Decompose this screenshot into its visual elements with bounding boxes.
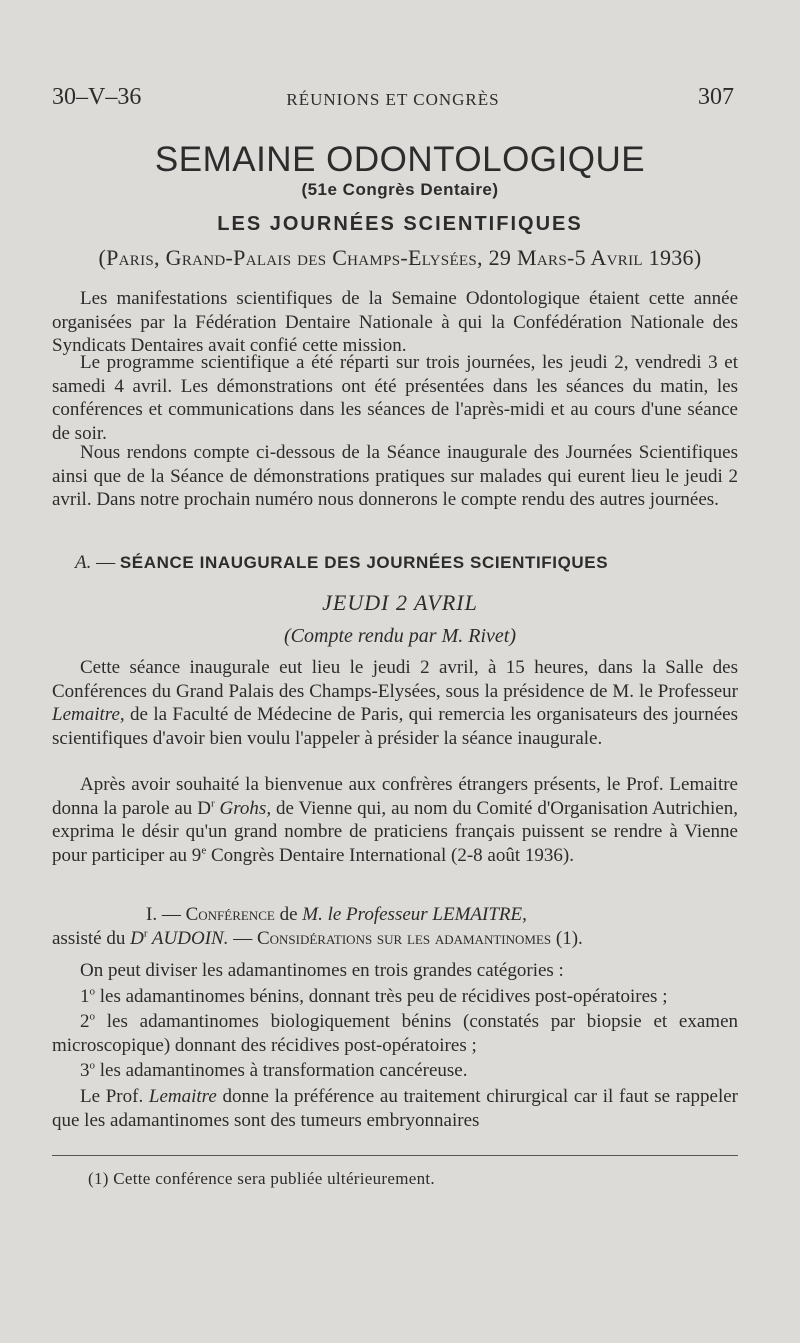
closing-paragraph	[52, 1085, 738, 1132]
conference-line-1	[52, 903, 738, 927]
text-run: Cette séance inaugurale eut lieu le jeudi 2 avril, à 15 heures, dans la Salle des Conférences du Grand Palais des Champs-Elysées, sous la présidence de M. le Professeur	[52, 657, 738, 702]
paragraph-text: Les manifestations scientifiques de la Semaine Odontologique étaient cette année organisées par la Fédération Dentaire Nationale à qui la Confédération Nationale des Syndicats Dentaires avait confié cette mission.	[52, 288, 738, 357]
person-name: Grohs,	[214, 797, 272, 819]
paragraph-text: Le programme scientifique a été réparti sur trois journées, les jeudi 2, vendredi 3 et samedi 4 avril. Les démonstrations ont été présentées dans les séances du matin, les conférences et communications dans les séances de l'après-midi et au cours d'une séance de soir.	[52, 352, 738, 444]
conference-number: I. —	[146, 904, 186, 925]
issue-date: 30–V–36	[52, 84, 142, 110]
speaker-name: M. le Professeur LEMAITRE,	[302, 904, 527, 925]
conference-label: Conférence	[185, 904, 275, 925]
session-paragraph-2	[52, 773, 738, 867]
intro-paragraph-1	[52, 287, 738, 358]
item-number: 2	[80, 1011, 90, 1033]
superscript: o	[89, 1060, 95, 1073]
text-run: assisté du	[52, 928, 131, 949]
superscript: o	[89, 985, 95, 998]
running-head	[52, 84, 734, 114]
footnote: (1) Cette conférence sera publiée ultérieurement.	[88, 1169, 435, 1188]
superscript: r	[143, 927, 148, 940]
paragraph-text	[52, 656, 738, 750]
section-letter: A.	[75, 552, 92, 573]
text-run: Après avoir souhaité la bienvenue aux confrères étrangers présents, le Prof. Lemaitre donna la parole au D	[52, 774, 738, 819]
text-run: de la Faculté de Médecine de Paris, qui remercia les organisateurs des journées scientifiques d'avoir bien voulu l'appeler à présider la séance inaugurale.	[52, 704, 738, 749]
report-author: (Compte rendu par M. Rivet)	[284, 625, 516, 647]
section-a-heading	[75, 552, 608, 574]
section-name: RÉUNIONS ET CONGRÈS	[286, 90, 500, 109]
section-heading: LES JOURNÉES SCIENTIFIQUES	[217, 213, 583, 235]
item-text: les adamantinomes bénins, donnant très peu de récidives post-opératoires ;	[95, 985, 668, 1007]
superscript: r	[210, 797, 215, 810]
date-heading: JEUDI 2 AVRIL	[322, 590, 478, 615]
conference-line-2	[52, 927, 738, 951]
intro-paragraph-2	[52, 351, 738, 445]
conference-topic: Considérations sur les adamantinomes	[256, 928, 552, 949]
event-location: (Paris, Grand-Palais des Champs-Elysées, 29 Mars-5 Avril 1936)	[98, 245, 702, 270]
list-item	[52, 985, 738, 1009]
paragraph-text	[52, 773, 738, 867]
list-intro: On peut diviser les adamantinomes en trois grandes catégories :	[80, 960, 564, 981]
text-run: Congrès Dentaire International (2-8 août 1936).	[206, 844, 574, 866]
page-number: 307	[698, 84, 734, 110]
superscript: e	[201, 844, 207, 857]
article-subtitle	[0, 180, 800, 200]
conference-heading	[52, 903, 738, 951]
list-item	[52, 1010, 738, 1057]
footnote-divider	[52, 1155, 738, 1156]
paragraph-text: Nous rendons compte ci-dessous de la Séance inaugurale des Journées Scientifiques ainsi que de la Séance de démonstrations pratiques sur malades qui eurent lieu le jeudi 2 avril. Dans notre prochain numéro nous donnerons le compte rendu des autres journées.	[52, 442, 738, 511]
superscript: o	[89, 1010, 95, 1023]
session-paragraph-1	[52, 656, 738, 750]
classification-list	[52, 959, 738, 1134]
text-run: de Vienne qui, au nom du Comité d'Organisation Autrichien, exprima le désir qu'un grand nombre de praticiens français puissent se rendre à Vienne pour participer au 9	[52, 797, 738, 866]
item-number: 1	[80, 985, 90, 1007]
item-number: 3	[80, 1060, 90, 1082]
section-dash: —	[96, 552, 116, 573]
item-text: les adamantinomes biologiquement bénins (constatés par biopsie et examen microscopique) donnant des récidives post-opératoires ;	[52, 1011, 738, 1056]
text-run: Le Prof.	[80, 1085, 149, 1107]
article-title: SEMAINE ODONTOLOGIQUE	[154, 140, 646, 179]
person-name: Lemaitre	[148, 1085, 217, 1107]
assistant-name: AUDOIN.	[147, 928, 229, 949]
list-item	[52, 1059, 738, 1083]
text-run: donne la préférence au traitement chirurgical car il faut se rappeler que les adamantinomes sont des tumeurs embryonnaires	[52, 1085, 738, 1131]
section-title: SÉANCE INAUGURALE DES JOURNÉES SCIENTIFIQUES	[119, 553, 609, 572]
footnote-ref: (1).	[551, 928, 583, 949]
person-name: Lemaitre,	[52, 704, 125, 726]
assistant-title: D	[130, 928, 144, 949]
text-run: de	[274, 904, 303, 925]
item-text: les adamantinomes à transformation cancéreuse.	[95, 1060, 468, 1082]
text-run: —	[228, 928, 257, 949]
subtitle-text: (51e Congrès Dentaire)	[301, 180, 499, 199]
intro-paragraph-3	[52, 441, 738, 512]
